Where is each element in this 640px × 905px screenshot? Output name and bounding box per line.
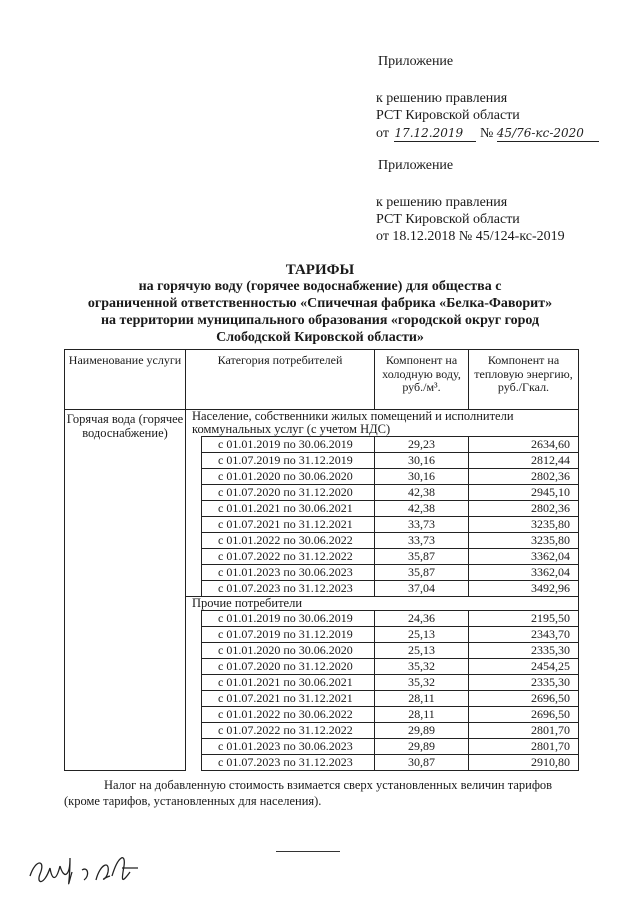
appendix1-date-line — [376, 125, 599, 142]
indent-cell — [186, 565, 202, 581]
appendix1-title: Приложение — [378, 54, 454, 69]
cold-water-value: 33,73 — [375, 517, 469, 533]
document-title: ТАРИФЫ — [285, 262, 355, 278]
heat-energy-value: 2801,70 — [469, 723, 579, 739]
heat-energy-value: 2195,50 — [469, 611, 579, 627]
period-cell: с 01.01.2022 по 30.06.2022 — [202, 707, 375, 723]
indent-cell — [186, 723, 202, 739]
handwritten-signature — [26, 846, 166, 896]
period-cell: с 01.01.2023 по 30.06.2023 — [202, 565, 375, 581]
header-cold-component: Компонент на холодную воду, руб./м³. — [375, 350, 469, 410]
cold-water-value: 42,38 — [375, 485, 469, 501]
table-header-row — [65, 350, 579, 410]
indent-cell — [186, 755, 202, 771]
heading-line-1: на горячую воду (горячее водоснабжение) для общества с — [138, 279, 502, 294]
indent-cell — [186, 739, 202, 755]
heat-energy-value: 2802,36 — [469, 469, 579, 485]
period-cell: с 01.07.2019 по 31.12.2019 — [202, 453, 375, 469]
cold-water-value: 29,23 — [375, 437, 469, 453]
heat-energy-value: 3235,80 — [469, 517, 579, 533]
cold-water-value: 33,73 — [375, 533, 469, 549]
header-service: Наименование услуги — [65, 350, 186, 410]
heat-energy-value: 3362,04 — [469, 549, 579, 565]
heat-energy-value: 2945,10 — [469, 485, 579, 501]
indent-cell — [186, 437, 202, 453]
heading-line-4: Слободской Кировской области» — [216, 330, 424, 345]
service-name-cell: Горячая вода (горячее водоснабжение) — [65, 410, 186, 771]
period-cell: с 01.01.2021 по 30.06.2021 — [202, 501, 375, 517]
heat-energy-value: 2910,80 — [469, 755, 579, 771]
heat-energy-value: 2454,25 — [469, 659, 579, 675]
period-cell: с 01.07.2020 по 31.12.2020 — [202, 659, 375, 675]
tariff-table — [64, 349, 579, 771]
heat-energy-value: 3492,96 — [469, 581, 579, 597]
indent-cell — [186, 485, 202, 501]
period-cell: с 01.01.2020 по 30.06.2020 — [202, 643, 375, 659]
cold-water-value: 28,11 — [375, 691, 469, 707]
appendix2-line3: от 18.12.2018 № 45/124-кс-2019 — [376, 229, 565, 244]
period-cell: с 01.07.2021 по 31.12.2021 — [202, 691, 375, 707]
cold-water-value: 30,87 — [375, 755, 469, 771]
appendix1-date-prefix: от — [376, 126, 389, 141]
cold-water-value: 35,87 — [375, 549, 469, 565]
period-cell: с 01.01.2019 по 30.06.2019 — [202, 611, 375, 627]
header-heat-component: Компонент на тепловую энергию, руб./Гкал. — [469, 350, 579, 410]
appendix2-line2: РСТ Кировской области — [376, 212, 520, 227]
indent-cell — [186, 611, 202, 627]
appendix1-line1: к решению правления — [376, 91, 508, 106]
heat-energy-value: 2802,36 — [469, 501, 579, 517]
indent-cell — [186, 627, 202, 643]
vat-note: Налог на добавленную стоимость взимается сверх установленных величин тарифов (кроме тарифов, установленных для населения). — [64, 778, 553, 808]
period-cell: с 01.07.2022 по 31.12.2022 — [202, 723, 375, 739]
period-cell: с 01.07.2019 по 31.12.2019 — [202, 627, 375, 643]
heat-energy-value: 2335,30 — [469, 643, 579, 659]
period-cell: с 01.01.2023 по 30.06.2023 — [202, 739, 375, 755]
heat-energy-value: 2335,30 — [469, 675, 579, 691]
heading-line-2: ограниченной ответственностью «Спичечная фабрика «Белка-Фаворит» — [87, 296, 553, 311]
consumer-group-label: Прочие потребители — [186, 597, 579, 611]
period-cell: с 01.07.2021 по 31.12.2021 — [202, 517, 375, 533]
cold-water-value: 35,87 — [375, 565, 469, 581]
cold-water-value: 30,16 — [375, 453, 469, 469]
cold-water-value: 35,32 — [375, 675, 469, 691]
heat-energy-value: 2634,60 — [469, 437, 579, 453]
cold-water-value: 25,13 — [375, 643, 469, 659]
indent-cell — [186, 453, 202, 469]
indent-cell — [186, 581, 202, 597]
period-cell: с 01.07.2023 по 31.12.2023 — [202, 755, 375, 771]
appendix2-title: Приложение — [378, 158, 454, 173]
heat-energy-value: 2801,70 — [469, 739, 579, 755]
heat-energy-value: 3235,80 — [469, 533, 579, 549]
consumer-group-label: Население, собственники жилых помещений и исполнители коммунальных услуг (с учетом НДС) — [186, 410, 579, 437]
period-cell: с 01.01.2019 по 30.06.2019 — [202, 437, 375, 453]
period-cell: с 01.01.2022 по 30.06.2022 — [202, 533, 375, 549]
cold-water-value: 24,36 — [375, 611, 469, 627]
indent-cell — [186, 643, 202, 659]
heat-energy-value: 2696,50 — [469, 707, 579, 723]
cold-water-value: 42,38 — [375, 501, 469, 517]
cold-water-value: 29,89 — [375, 723, 469, 739]
indent-cell — [186, 501, 202, 517]
cold-water-value: 30,16 — [375, 469, 469, 485]
heading-line-3: на территории муниципального образования «городской округ город — [100, 313, 540, 328]
appendix1-date-handwritten: 17.12.2019 — [394, 125, 476, 142]
indent-cell — [186, 469, 202, 485]
heat-energy-value: 2696,50 — [469, 691, 579, 707]
indent-cell — [186, 691, 202, 707]
appendix1-num-prefix: № — [479, 126, 494, 141]
indent-cell — [186, 707, 202, 723]
cold-water-value: 35,32 — [375, 659, 469, 675]
cold-water-value: 25,13 — [375, 627, 469, 643]
indent-cell — [186, 549, 202, 565]
heat-energy-value: 2343,70 — [469, 627, 579, 643]
signature-line — [276, 851, 340, 852]
indent-cell — [186, 517, 202, 533]
period-cell: с 01.07.2020 по 31.12.2020 — [202, 485, 375, 501]
cold-water-value: 28,11 — [375, 707, 469, 723]
appendix1-num-handwritten: 45/76-кс-2020 — [497, 125, 599, 142]
period-cell: с 01.01.2021 по 30.06.2021 — [202, 675, 375, 691]
indent-cell — [186, 659, 202, 675]
header-category: Категория потребителей — [186, 350, 375, 410]
heat-energy-value: 3362,04 — [469, 565, 579, 581]
cold-water-value: 29,89 — [375, 739, 469, 755]
period-cell: с 01.07.2022 по 31.12.2022 — [202, 549, 375, 565]
cold-water-value: 37,04 — [375, 581, 469, 597]
appendix2-line1: к решению правления — [376, 195, 508, 210]
period-cell: с 01.07.2023 по 31.12.2023 — [202, 581, 375, 597]
heat-energy-value: 2812,44 — [469, 453, 579, 469]
group-row — [65, 410, 579, 437]
period-cell: с 01.01.2020 по 30.06.2020 — [202, 469, 375, 485]
indent-cell — [186, 533, 202, 549]
indent-cell — [186, 675, 202, 691]
appendix1-line2: РСТ Кировской области — [376, 108, 520, 123]
